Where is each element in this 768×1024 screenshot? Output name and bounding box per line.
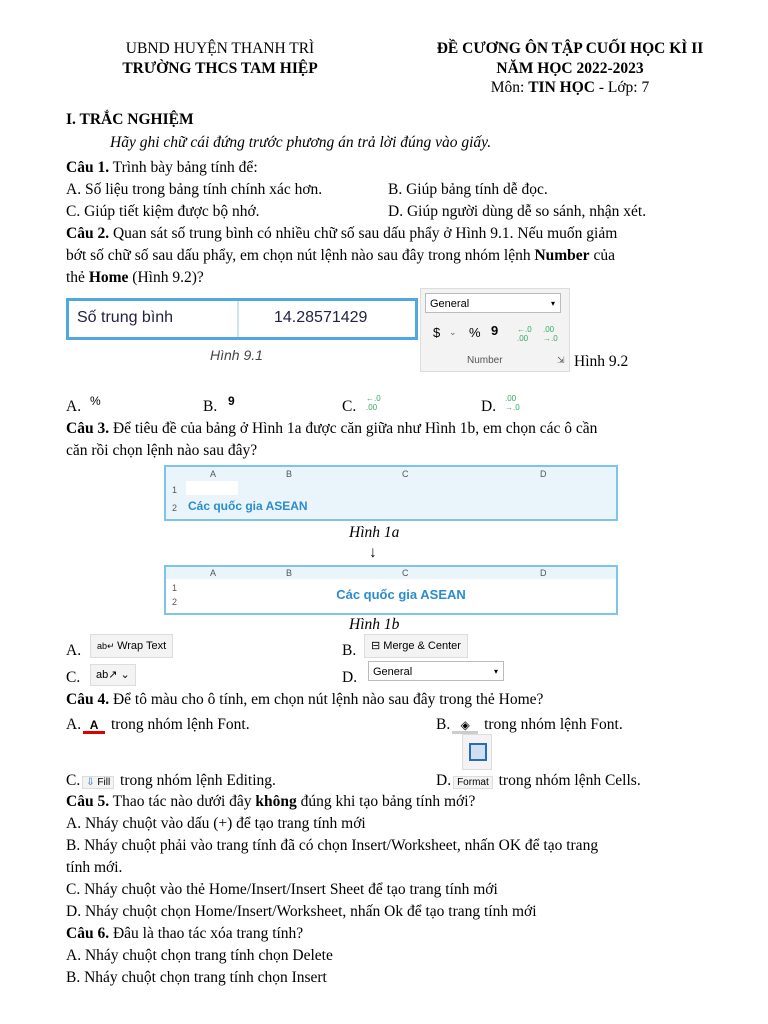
row-header-1: 1 — [172, 583, 178, 593]
fill-down-icon: ⇩ — [86, 777, 95, 788]
chevron-down-icon: ▾ — [493, 667, 498, 676]
q2-stem-line3 — [66, 269, 204, 287]
q4-stem — [66, 691, 543, 709]
font-color-icon: A — [83, 719, 105, 734]
dialog-launcher-icon: ⇲ — [557, 355, 565, 365]
q5-not-bold: không — [255, 793, 297, 810]
fig92-caption: Hình 9.2 — [574, 353, 629, 370]
arrow-down-icon: ↓ — [369, 544, 377, 561]
fig91-caption: Hình 9.1 — [210, 347, 263, 363]
merge-center-button — [364, 634, 468, 658]
q4-option-d — [436, 772, 641, 790]
col-header-a: A — [210, 568, 217, 578]
instruction: Hãy ghi chữ cái đứng trước phương án trả lời đúng vào giấy. — [110, 134, 492, 151]
wrap-text-label: Wrap Text — [117, 640, 167, 652]
header-year: NĂM HỌC 2022-2023 — [496, 60, 644, 77]
number-format-text: General — [373, 666, 413, 678]
q2-stem-line2 — [66, 247, 615, 265]
q1-option-d: D. Giúp người dùng dễ so sánh, nhận xét. — [388, 203, 647, 220]
number-format-dropdown — [368, 661, 504, 681]
q4-text: Để tô màu cho ô tính, em chọn nút lệnh nào sau đây trong thẻ Home? — [109, 691, 544, 708]
q6-option-a: A. Nháy chuột chọn trang tính chọn Delete — [66, 947, 333, 964]
q5-option-a: A. Nháy chuột vào dấu (+) để tạo trang tính mới — [66, 815, 366, 832]
q3-line1: Để tiêu đề của bảng ở Hình 1a được căn giữa như Hình 1b, em chọn các ô cần — [109, 420, 598, 437]
col-header-d: D — [540, 568, 547, 578]
q3-label: Câu 3. — [66, 420, 110, 437]
row-header-2: 2 — [172, 597, 178, 607]
q2-option-c: C. — [342, 398, 357, 415]
merge-center-icon: ⊟ — [371, 640, 384, 652]
fill-label: Fill — [97, 777, 111, 788]
fill-color-icon: ◈ — [452, 719, 478, 734]
fig91-value: 14.28571429 — [274, 309, 368, 326]
q2-stem-line1 — [66, 225, 617, 243]
format-grid-icon — [469, 743, 487, 761]
fig91-divider — [237, 301, 239, 337]
increase-decimal-icon: ←.0 .00 — [366, 394, 381, 412]
subject-prefix: Môn: — [490, 79, 529, 96]
q1-option-b: B. Giúp bảng tính dễ đọc. — [388, 181, 548, 198]
q2-option-d: D. — [481, 398, 497, 415]
decrease-decimal-icon: .00 →.0 — [505, 394, 520, 412]
orientation-icon: ab↗ ⌄ — [90, 664, 136, 686]
q3-stem-line1 — [66, 420, 597, 438]
col-header-c: C — [402, 568, 409, 578]
fill-button — [82, 776, 114, 789]
q2-option-a: A. — [66, 398, 82, 415]
q2-line3c: (Hình 9.2)? — [128, 269, 204, 286]
q1-stem — [66, 159, 258, 177]
q4-c-text: trong nhóm lệnh Editing. — [116, 772, 276, 789]
q2-home-bold: Home — [88, 269, 129, 286]
q1-label: Câu 1. — [66, 159, 110, 176]
q6-stem — [66, 925, 303, 943]
q4-a-letter: A. — [66, 716, 82, 733]
q2-line2c: của — [589, 247, 615, 264]
q4-option-a — [66, 716, 250, 734]
chevron-down-icon: ⌄ — [449, 327, 457, 337]
q5-text2: đúng khi tạo bảng tính mới? — [296, 793, 476, 810]
q1-option-a: A. Số liệu trong bảng tính chính xác hơn. — [66, 181, 323, 198]
q6-option-b: B. Nháy chuột chọn trang tính chọn Insert — [66, 969, 327, 986]
q4-a-text: trong nhóm lệnh Font. — [107, 716, 250, 733]
format-button: Format — [453, 776, 493, 789]
col-header-a: A — [210, 469, 217, 479]
fig1b-sheet — [164, 565, 618, 615]
col-header-b: B — [286, 469, 293, 479]
q5-option-b-line2: tính mới. — [66, 859, 123, 876]
header-subject — [400, 79, 740, 97]
fig92-group-label: Number — [467, 355, 503, 366]
fig1a-title: Các quốc gia ASEAN — [188, 499, 308, 513]
q2-number-bold: Number — [534, 247, 590, 264]
fig92-percent: % — [469, 325, 481, 340]
q2-line1: Quan sát số trung bình có nhiều chữ số sau dấu phẩy ở Hình 9.1. Nếu muốn giảm — [109, 225, 618, 242]
q4-option-c — [66, 772, 276, 790]
q2-label: Câu 2. — [66, 225, 110, 242]
q4-c-letter: C. — [66, 772, 81, 789]
q4-option-b — [436, 716, 623, 734]
merge-center-label: Merge & Center — [383, 640, 461, 652]
increase-decimal-icon: ←.0 .00 — [517, 325, 532, 343]
chevron-down-icon: ▾ — [550, 299, 555, 308]
q2-line2: bớt số chữ số sau dấu phẩy, em chọn nút lệnh nào sau đây trong nhóm lệnh — [66, 247, 535, 264]
fig1a-caption: Hình 1a — [349, 524, 400, 541]
q5-option-b-line1: B. Nháy chuột phải vào trang tính đã có chọn Insert/Worksheet, nhấn OK để tạo trang — [66, 837, 599, 854]
fig1b-col-header-bar — [166, 567, 616, 579]
q5-option-d: D. Nháy chuột chọn Home/Insert/Worksheet, nhấn Ok để tạo trang tính mới — [66, 903, 537, 920]
col-header-d: D — [540, 469, 547, 479]
q2-option-b: B. — [203, 398, 218, 415]
header-district: UBND HUYỆN THANH TRÌ — [125, 40, 315, 57]
col-header-c: C — [402, 469, 409, 479]
q4-d-text: trong nhóm lệnh Cells. — [494, 772, 641, 789]
comma-style-icon: 9 — [228, 394, 235, 408]
fig92-ribbon — [420, 288, 570, 372]
fig1b-title: Các quốc gia ASEAN — [336, 587, 466, 602]
row-header-1: 1 — [172, 485, 178, 495]
q4-b-letter: B. — [436, 716, 451, 733]
fig91-label: Số trung bình — [77, 309, 174, 326]
fig1b-caption: Hình 1b — [349, 616, 400, 633]
section-title: I. TRẮC NGHIỆM — [66, 111, 194, 128]
q4-d-letter: D. — [436, 772, 452, 789]
q1-option-c: C. Giúp tiết kiệm được bộ nhớ. — [66, 203, 260, 220]
wrap-text-icon: ab↵ — [97, 641, 118, 651]
percent-icon: % — [90, 394, 101, 408]
header-doc-title: ĐỀ CƯƠNG ÔN TẬP CUỐI HỌC KÌ II — [436, 40, 704, 57]
q6-label: Câu 6. — [66, 925, 110, 942]
format-cells-icon — [462, 734, 492, 770]
q5-text1: Thao tác nào dưới đây — [109, 793, 256, 810]
wrap-text-button — [90, 634, 173, 658]
q4-b-text: trong nhóm lệnh Font. — [480, 716, 623, 733]
decrease-decimal-icon: .00 →.0 — [543, 325, 558, 343]
fig91-cell — [66, 298, 418, 340]
subject-name: TIN HỌC — [528, 79, 595, 96]
q2-line3a: thẻ — [66, 269, 89, 286]
fig1a-active-cell — [186, 481, 238, 495]
q1-text: Trình bày bảng tính để: — [109, 159, 258, 176]
grade-label: - Lớp: 7 — [594, 79, 650, 96]
header-school: TRƯỜNG THCS TAM HIỆP — [122, 60, 318, 77]
fig92-comma: 9 — [491, 323, 499, 338]
q6-text: Đâu là thao tác xóa trang tính? — [109, 925, 304, 942]
fig1a-sheet — [164, 465, 618, 521]
fig92-format-dropdown — [425, 293, 561, 313]
q4-label: Câu 4. — [66, 691, 110, 708]
row-header-2: 2 — [172, 503, 178, 513]
q3-stem-line2: căn rồi chọn lệnh nào sau đây? — [66, 442, 258, 459]
fig92-dollar: $ — [433, 325, 441, 340]
q5-stem — [66, 793, 475, 811]
q3-option-b: B. — [342, 642, 357, 659]
q3-option-d: D. — [342, 669, 358, 686]
fig92-format-text: General — [430, 298, 470, 310]
q5-label: Câu 5. — [66, 793, 110, 810]
q5-option-c: C. Nháy chuột vào thẻ Home/Insert/Insert Sheet để tạo trang tính mới — [66, 881, 498, 898]
q3-option-a: A. — [66, 642, 82, 659]
col-header-b: B — [286, 568, 293, 578]
q3-option-c: C. — [66, 669, 81, 686]
